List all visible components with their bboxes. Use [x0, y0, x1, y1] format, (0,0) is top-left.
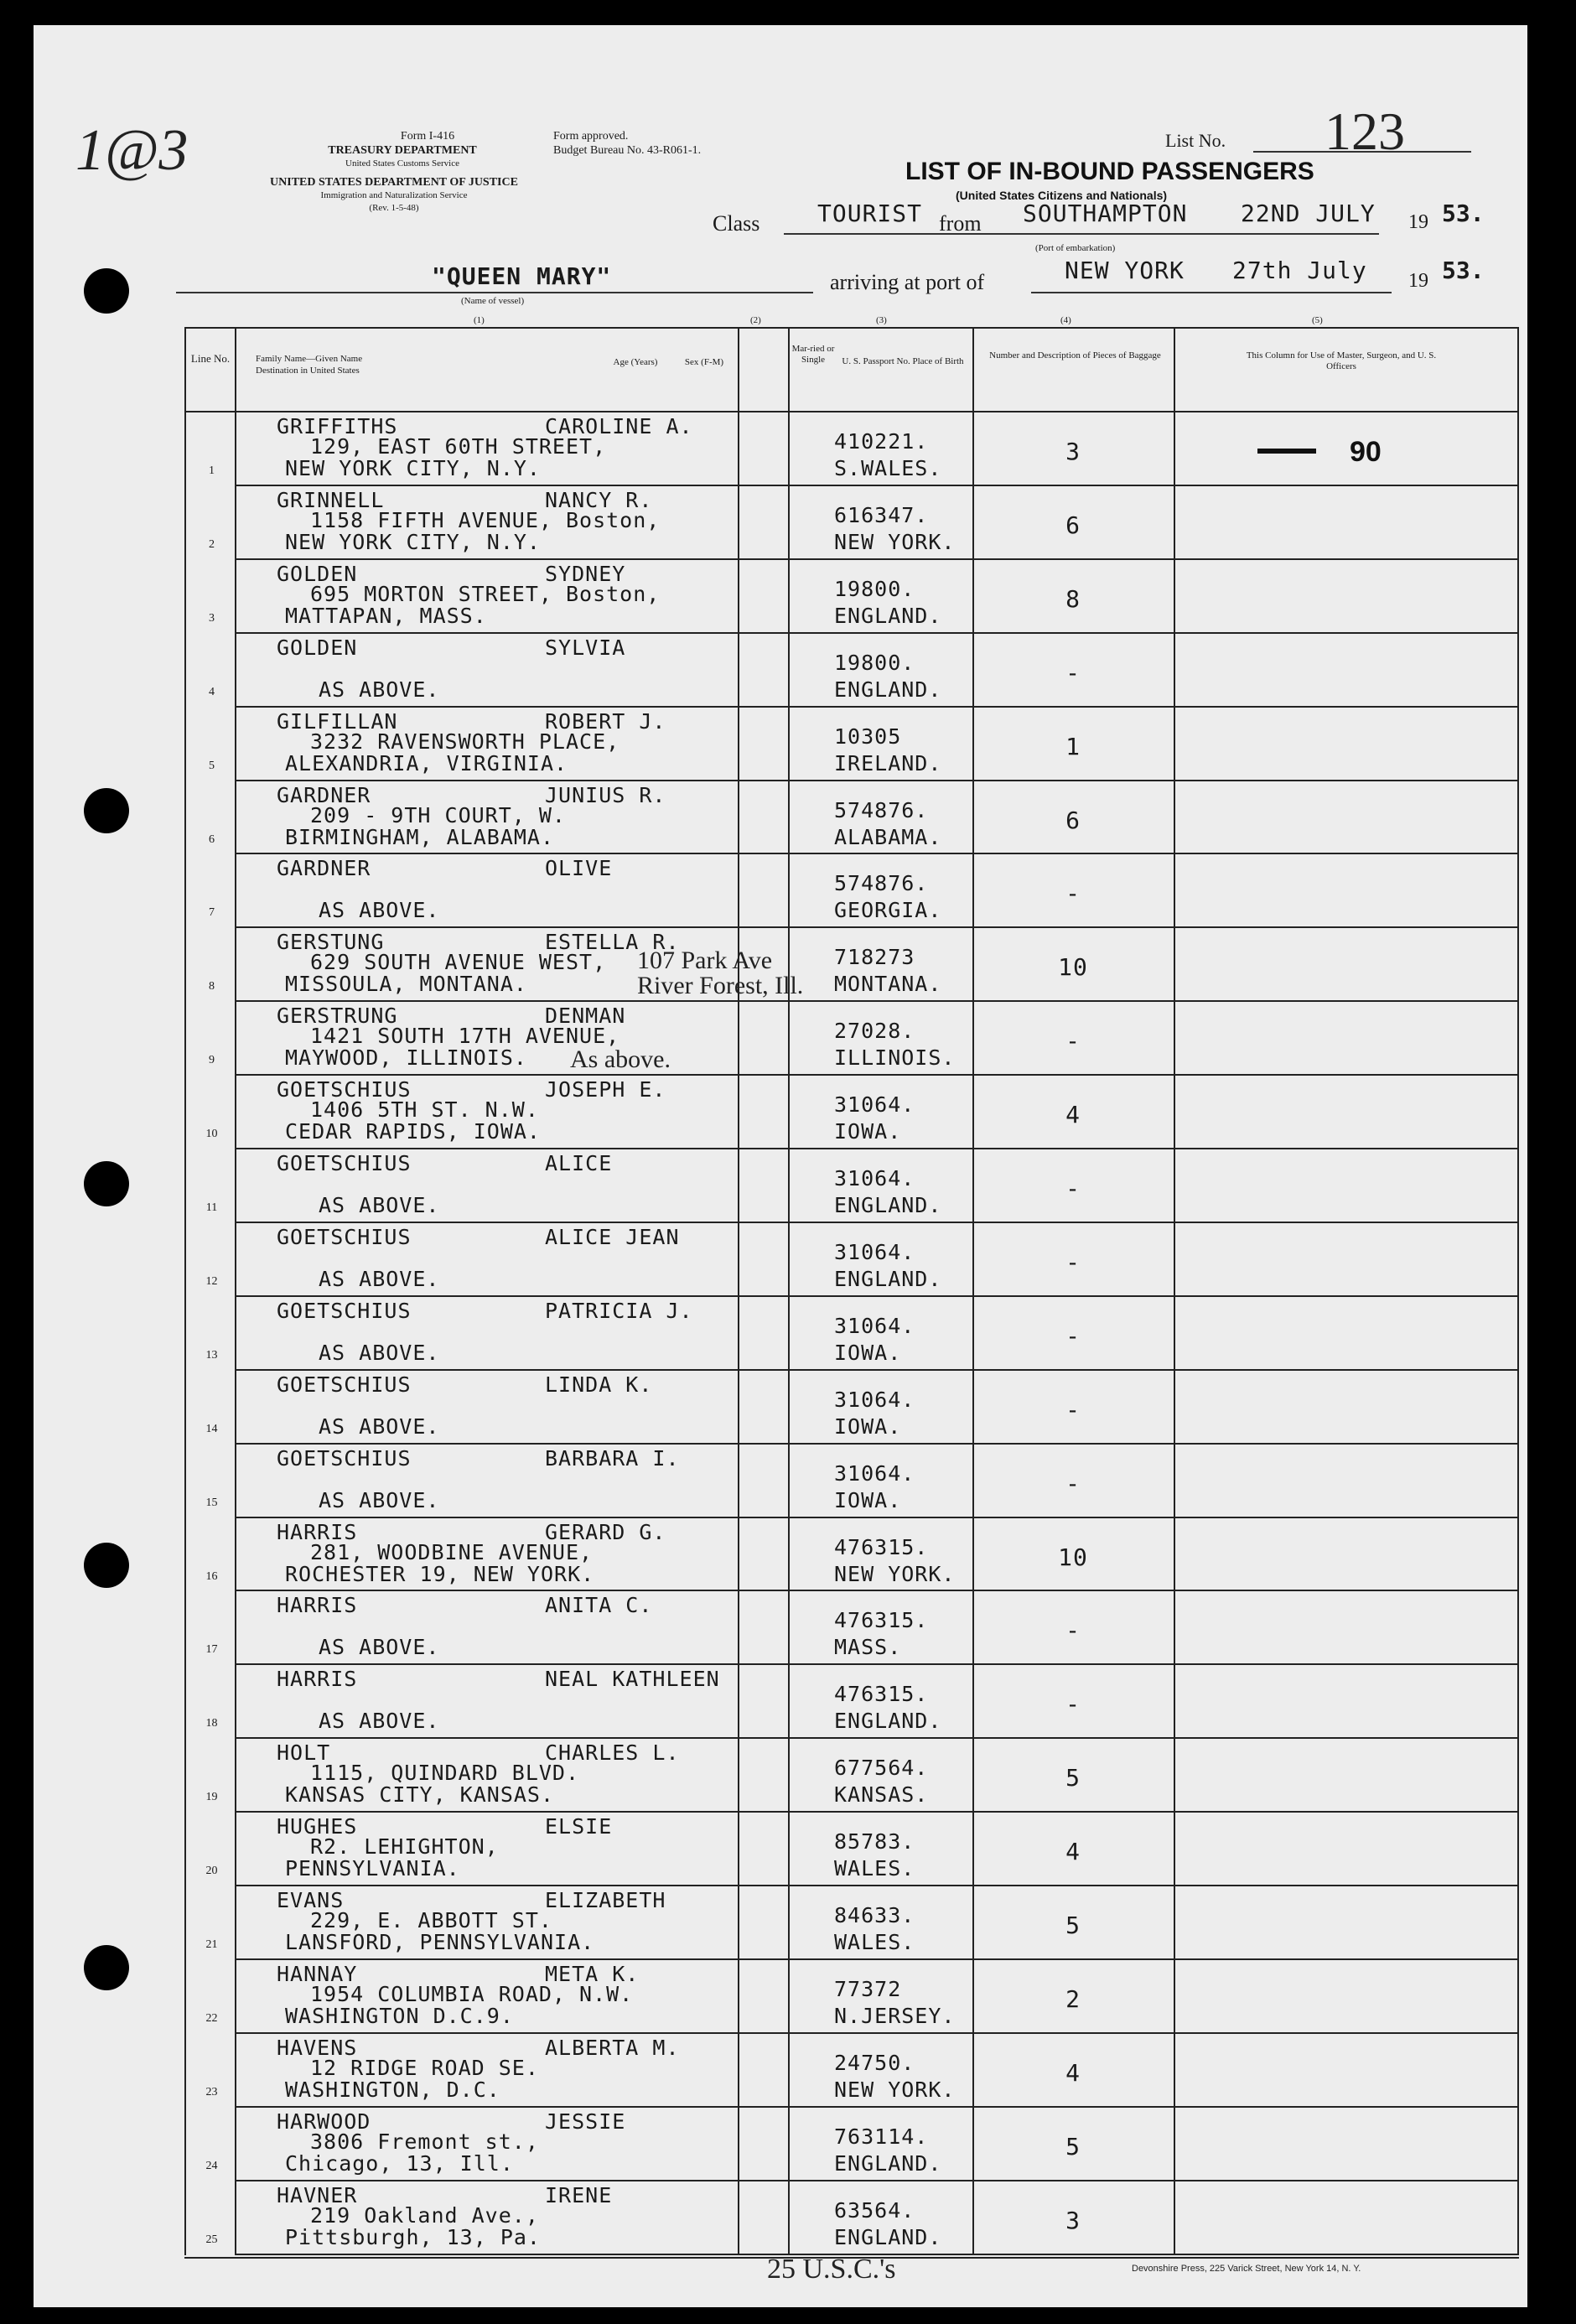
family-name: GRINNELL — [277, 487, 385, 512]
passport-number: 27028. — [834, 1019, 915, 1044]
passport-number: 77372 — [834, 1976, 902, 2001]
baggage-count: 2 — [1065, 1984, 1081, 2013]
row-divider — [235, 1811, 1517, 1813]
place-of-birth: MASS. — [834, 1635, 902, 1660]
line-number: 3 — [209, 611, 215, 625]
total-count-note: 25 U.S.C.'s — [767, 2254, 896, 2285]
header-line-no: Line No. — [190, 352, 231, 365]
baggage-count: - — [1065, 1395, 1081, 1424]
arriving-label: arriving at port of — [830, 270, 985, 294]
embark-year: 53. — [1442, 200, 1485, 227]
justice-dept: UNITED STATES DEPARTMENT OF JUSTICE — [270, 176, 518, 189]
place-of-birth: ENGLAND. — [834, 2150, 942, 2176]
given-name: ELIZABETH — [545, 1888, 666, 1912]
handwritten-address: 107 Park Ave — [637, 947, 773, 975]
col-num-2: (2) — [750, 315, 761, 325]
place-of-birth: KANSAS. — [834, 1782, 929, 1808]
vrule-married — [788, 327, 790, 2255]
passport-number: 31064. — [834, 1166, 915, 1191]
header-destination: Destination in United States — [256, 366, 360, 376]
address-line-2: BIRMINGHAM, ALABAMA. — [285, 824, 555, 849]
given-name: PATRICIA J. — [545, 1298, 693, 1323]
given-name: NEAL KATHLEEN — [545, 1667, 720, 1692]
address-line-2: AS ABOVE. — [319, 1487, 440, 1512]
family-name: HOLT — [277, 1740, 331, 1766]
line-number: 5 — [209, 759, 215, 772]
family-name: GOETSCHIUS — [277, 1151, 412, 1175]
given-name: IRENE — [545, 2182, 613, 2207]
address-line-2: MATTAPAN, MASS. — [285, 603, 487, 628]
baggage-count: - — [1065, 658, 1081, 687]
given-name: SYDNEY — [545, 561, 626, 586]
place-of-birth: NEW YORK. — [834, 529, 956, 554]
place-of-birth: ENGLAND. — [834, 1709, 942, 1734]
baggage-count: - — [1065, 1469, 1081, 1497]
place-of-birth: NEW YORK. — [834, 1561, 956, 1586]
family-name: GILFILLAN — [277, 708, 398, 734]
place-of-birth: GEORGIA. — [834, 898, 942, 923]
from-label: from — [939, 211, 982, 236]
treasury-dept: TREASURY DEPARTMENT — [328, 144, 477, 157]
given-name: ELSIE — [545, 1814, 613, 1839]
place-of-birth: S.WALES. — [834, 456, 942, 480]
family-name: HARRIS — [277, 1593, 358, 1618]
given-name: ALICE — [545, 1151, 613, 1175]
given-name: ESTELLA R. — [545, 930, 680, 955]
line-number: 22 — [205, 2011, 218, 2025]
given-name: SYLVIA — [545, 635, 626, 660]
row-divider — [235, 1148, 1517, 1149]
address-line-2: CEDAR RAPIDS, IOWA. — [285, 1119, 541, 1144]
baggage-count: 1 — [1065, 732, 1081, 760]
officer-mark — [1257, 449, 1316, 454]
place-of-birth: ILLINOIS. — [834, 1045, 956, 1071]
baggage-count: - — [1065, 1248, 1081, 1276]
row-divider — [235, 1885, 1517, 1886]
address-line-2: WASHINGTON, D.C. — [285, 2077, 500, 2102]
passport-number: 10305 — [834, 724, 902, 749]
place-of-birth: IOWA. — [834, 1119, 902, 1144]
family-name: HARRIS — [277, 1667, 358, 1692]
row-divider — [235, 1222, 1517, 1223]
place-of-birth: IOWA. — [834, 1414, 902, 1439]
given-name: ANITA C. — [545, 1593, 653, 1618]
address-line-2: AS ABOVE. — [319, 1709, 440, 1734]
line-number: 13 — [205, 1348, 218, 1362]
family-name: GRIFFITHS — [277, 414, 398, 438]
family-name: HANNAY — [277, 1961, 358, 1986]
given-name: CHARLES L. — [545, 1740, 680, 1766]
vessel-line — [176, 292, 813, 293]
address-line-2: Chicago, 13, Ill. — [285, 2150, 514, 2176]
passport-number: 31064. — [834, 1387, 915, 1412]
address-line-2: MISSOULA, MONTANA. — [285, 972, 527, 997]
passport-number: 476315. — [834, 1534, 929, 1559]
address-line-1: 129, EAST 60TH STREET, — [310, 434, 607, 459]
address-line-2: MAYWOOD, ILLINOIS. — [285, 1045, 527, 1071]
place-of-birth: WALES. — [834, 1930, 915, 1954]
line-number: 9 — [209, 1054, 215, 1067]
place-of-birth: IRELAND. — [834, 750, 942, 776]
arrival-year: 53. — [1442, 257, 1485, 284]
vessel-name: "QUEEN MARY" — [432, 262, 612, 290]
family-name: HAVENS — [277, 2035, 358, 2060]
row-divider — [235, 1000, 1517, 1002]
passport-number: 19800. — [834, 650, 915, 675]
passport-number: 31064. — [834, 1460, 915, 1486]
family-name: HAVNER — [277, 2182, 358, 2207]
line-number: 23 — [205, 2085, 218, 2098]
address-line-2: AS ABOVE. — [319, 1340, 440, 1365]
passport-number: 24750. — [834, 2050, 915, 2075]
baggage-count: 3 — [1065, 2206, 1081, 2234]
passport-number: 31064. — [834, 1313, 915, 1338]
given-name: LINDA K. — [545, 1372, 653, 1397]
printer-imprint: Devonshire Press, 225 Varick Street, New York 14, N. Y. — [1132, 2264, 1361, 2274]
place-of-birth: ENGLAND. — [834, 603, 942, 628]
punch-hole — [84, 1543, 129, 1588]
address-line-1: 1406 5TH ST. N.W. — [310, 1097, 539, 1123]
given-name: OLIVE — [545, 856, 613, 881]
passport-number: 410221. — [834, 429, 929, 454]
given-name: JESSIE — [545, 2109, 626, 2134]
family-name: GARDNER — [277, 856, 371, 881]
port-embark-caption: (Port of embarkation) — [1035, 243, 1116, 253]
passport-number: 84633. — [834, 1903, 915, 1927]
row-divider — [235, 926, 1517, 928]
address-line-2: LANSFORD, PENNSYLVANIA. — [285, 1930, 595, 1954]
given-name: ALICE JEAN — [545, 1224, 680, 1249]
address-line-2: PENNSYLVANIA. — [285, 1856, 460, 1881]
embarkation-date: 22ND JULY — [1241, 200, 1376, 227]
address-line-1: 281, WOODBINE AVENUE, — [310, 1539, 594, 1564]
arrival-year-prefix: 19 — [1408, 270, 1428, 292]
given-name: META K. — [545, 1961, 640, 1986]
place-of-birth: WALES. — [834, 1856, 915, 1881]
line-number: 10 — [205, 1128, 218, 1141]
address-line-2: AS ABOVE. — [319, 1635, 440, 1660]
passport-number: 31064. — [834, 1239, 915, 1264]
passport-number: 718273 — [834, 945, 915, 970]
row-divider — [235, 485, 1517, 486]
form-number: Form I-416 — [400, 130, 455, 143]
handwritten-address-2: As above. — [570, 1045, 671, 1074]
address-line-2: AS ABOVE. — [319, 1266, 440, 1291]
family-name: GOLDEN — [277, 635, 358, 660]
passport-number: 476315. — [834, 1608, 929, 1633]
list-no-value: 123 — [1325, 101, 1405, 161]
address-line-1: 695 MORTON STREET, Boston, — [310, 581, 661, 606]
budget-bureau: Budget Bureau No. 43-R061-1. — [553, 144, 702, 157]
line-number: 4 — [209, 685, 215, 698]
line-number: 7 — [209, 906, 215, 920]
address-line-1: 12 RIDGE ROAD SE. — [310, 2055, 539, 2080]
class-label: Class — [713, 211, 760, 236]
family-name: GOETSCHIUS — [277, 1077, 412, 1102]
family-name: GOETSCHIUS — [277, 1224, 412, 1249]
form-revision: (Rev. 1-5-48) — [369, 203, 419, 213]
margin-handwritten-number: 1@3 — [75, 118, 189, 183]
given-name: ALBERTA M. — [545, 2035, 680, 2060]
header-baggage: Number and Description of Pieces of Baggage — [989, 350, 1161, 361]
line-number: 6 — [209, 833, 215, 846]
passport-number: 677564. — [834, 1756, 929, 1781]
baggage-count: 6 — [1065, 511, 1081, 539]
address-line-2: AS ABOVE. — [319, 898, 440, 923]
punch-hole — [84, 788, 129, 833]
family-name: GOETSCHIUS — [277, 1298, 412, 1323]
line-number: 14 — [205, 1422, 218, 1435]
row-divider — [235, 2032, 1517, 2034]
handwritten-address-2: River Forest, Ill. — [637, 972, 804, 1000]
address-line-2: AS ABOVE. — [319, 1193, 440, 1217]
baggage-count: 4 — [1065, 1838, 1081, 1866]
given-name: BARBARA I. — [545, 1445, 680, 1471]
table-header-rule — [184, 411, 1519, 412]
row-divider — [235, 706, 1517, 708]
header-officers: This Column for Use of Master, Surgeon, and U. S. Officers — [1246, 350, 1437, 371]
vrule-left — [184, 327, 186, 2255]
address-line-1: 3232 RAVENSWORTH PLACE, — [310, 729, 620, 754]
baggage-count: - — [1065, 1616, 1081, 1645]
family-name: HARWOOD — [277, 2109, 371, 2134]
line-number: 18 — [205, 1717, 218, 1730]
row-divider — [235, 1590, 1517, 1591]
passport-number: 85783. — [834, 1829, 915, 1855]
address-line-2: ALEXANDRIA, VIRGINIA. — [285, 750, 568, 776]
place-of-birth: ENGLAND. — [834, 677, 942, 702]
given-name: NANCY R. — [545, 487, 653, 512]
line-number: 21 — [205, 1938, 218, 1951]
passport-number: 616347. — [834, 502, 929, 527]
baggage-count: - — [1065, 1175, 1081, 1202]
header-married: Mar-ried or Single — [791, 344, 835, 365]
place-of-birth: ENGLAND. — [834, 2224, 942, 2249]
punch-hole — [84, 1161, 129, 1206]
address-line-1: 219 Oakland Ave., — [310, 2202, 539, 2228]
class-line — [784, 233, 1379, 235]
line-number: 11 — [205, 1201, 218, 1214]
family-name: HARRIS — [277, 1519, 358, 1544]
given-name: ROBERT J. — [545, 708, 666, 734]
address-line-1: 1115, QUINDARD BLVD. — [310, 1761, 580, 1786]
address-line-2: NEW YORK CITY, N.Y. — [285, 456, 541, 480]
line-number: 1 — [209, 464, 215, 477]
line-number: 25 — [205, 2233, 218, 2246]
arrival-port: NEW YORK — [1065, 257, 1185, 284]
address-line-2: ROCHESTER 19, NEW YORK. — [285, 1561, 595, 1586]
baggage-count: 5 — [1065, 1912, 1081, 1939]
header-sex: Sex (F-M) — [684, 357, 724, 367]
address-line-1: 209 - 9TH COURT, W. — [310, 802, 566, 827]
line-number: 15 — [205, 1496, 218, 1509]
baggage-count: - — [1065, 1690, 1081, 1719]
arrival-line — [1031, 292, 1392, 293]
given-name: JUNIUS R. — [545, 782, 666, 807]
row-divider — [235, 853, 1517, 854]
vrule-name — [738, 327, 739, 2255]
row-divider — [235, 780, 1517, 781]
baggage-count: 10 — [1058, 953, 1088, 982]
address-line-2: Pittsburgh, 13, Pa. — [285, 2224, 541, 2249]
line-number: 8 — [209, 980, 215, 993]
address-line-1: 1421 SOUTH 17TH AVENUE, — [310, 1024, 620, 1049]
address-line-1: 3806 Fremont st., — [310, 2129, 539, 2154]
family-name: EVANS — [277, 1888, 345, 1912]
line-number: 2 — [209, 537, 215, 551]
given-name: JOSEPH E. — [545, 1077, 666, 1102]
row-divider — [235, 2180, 1517, 2181]
row-divider — [235, 1443, 1517, 1445]
line-number: 20 — [205, 1865, 218, 1878]
place-of-birth: IOWA. — [834, 1340, 902, 1365]
row-divider — [235, 1074, 1517, 1076]
place-of-birth: ENGLAND. — [834, 1266, 942, 1291]
baggage-count: 5 — [1065, 2132, 1081, 2161]
line-number: 12 — [205, 1274, 218, 1288]
baggage-count: - — [1065, 1321, 1081, 1350]
baggage-count: 8 — [1065, 584, 1081, 613]
col-num-3: (3) — [876, 315, 887, 325]
embark-year-prefix: 19 — [1408, 211, 1428, 233]
passport-number: 763114. — [834, 2124, 929, 2149]
family-name: GOLDEN — [277, 561, 358, 586]
baggage-count: 6 — [1065, 806, 1081, 834]
baggage-count: 4 — [1065, 1101, 1081, 1129]
baggage-count: 5 — [1065, 1764, 1081, 1792]
baggage-count: - — [1065, 879, 1081, 908]
address-line-2: KANSAS CITY, KANSAS. — [285, 1782, 555, 1808]
passport-number: 574876. — [834, 871, 929, 896]
baggage-count: 10 — [1058, 1543, 1088, 1571]
baggage-count: - — [1065, 1027, 1081, 1056]
given-name: DENMAN — [545, 1004, 626, 1029]
passport-number: 63564. — [834, 2197, 915, 2223]
address-line-1: 1954 COLUMBIA ROAD, N.W. — [310, 1981, 634, 2006]
given-name: CAROLINE A. — [545, 414, 693, 438]
passport-number: 574876. — [834, 797, 929, 822]
address-line-1: 229, E. ABBOTT ST. — [310, 1908, 552, 1932]
given-name: GERARD G. — [545, 1519, 666, 1544]
vrule-baggage — [1174, 327, 1175, 2255]
customs-service: United States Customs Service — [345, 158, 459, 169]
passport-number: 19800. — [834, 576, 915, 601]
family-name: HUGHES — [277, 1814, 358, 1839]
class-value: TOURIST — [817, 200, 923, 227]
vessel-caption: (Name of vessel) — [461, 296, 525, 306]
col-num-4: (4) — [1060, 315, 1071, 325]
row-divider — [235, 558, 1517, 560]
officer-note: 90 — [1350, 436, 1382, 468]
row-divider — [235, 1958, 1517, 1960]
port-of-embarkation: SOUTHAMPTON — [1023, 200, 1188, 227]
place-of-birth: N.JERSEY. — [834, 2003, 956, 2028]
family-name: GOETSCHIUS — [277, 1372, 412, 1397]
line-number: 19 — [205, 1791, 218, 1804]
vrule-line-no — [235, 327, 236, 2255]
vrule-right — [1517, 327, 1519, 2255]
vrule-passport — [972, 327, 974, 2255]
row-divider — [235, 1369, 1517, 1371]
passport-number: 476315. — [834, 1682, 929, 1707]
family-name: GOETSCHIUS — [277, 1445, 412, 1471]
document-title: LIST OF IN-BOUND PASSENGERS — [905, 158, 1314, 185]
place-of-birth: MONTANA. — [834, 972, 942, 997]
form-approved: Form approved. — [553, 130, 629, 143]
punch-hole — [84, 1945, 129, 1990]
row-divider — [235, 1517, 1517, 1518]
address-line-1: 629 SOUTH AVENUE WEST, — [310, 950, 607, 975]
arrival-date: 27th July — [1232, 257, 1367, 284]
row-divider — [235, 1295, 1517, 1297]
col-num-1: (1) — [474, 315, 485, 325]
family-name: GERSTRUNG — [277, 1004, 398, 1029]
address-line-1: 1158 FIFTH AVENUE, Boston, — [310, 507, 661, 532]
line-number: 16 — [205, 1569, 218, 1583]
row-divider — [235, 1663, 1517, 1665]
row-divider — [235, 632, 1517, 634]
list-no-label: List No. — [1165, 130, 1226, 151]
family-name: GARDNER — [277, 782, 371, 807]
header-family-name: Family Name—Given Name — [256, 354, 363, 364]
place-of-birth: ALABAMA. — [834, 824, 942, 849]
line-number: 24 — [205, 2159, 218, 2172]
baggage-count: 4 — [1065, 2058, 1081, 2087]
address-line-2: AS ABOVE. — [319, 1414, 440, 1439]
row-divider — [235, 2106, 1517, 2108]
address-line-2: WASHINGTON D.C.9. — [285, 2003, 514, 2028]
row-divider — [235, 1737, 1517, 1739]
passport-number: 31064. — [834, 1092, 915, 1118]
header-age: Age (Years) — [613, 357, 658, 367]
address-line-2: NEW YORK CITY, N.Y. — [285, 529, 541, 554]
ins-service: Immigration and Naturalization Service — [320, 190, 468, 200]
header-passport: U. S. Passport No. Place of Birth — [842, 356, 964, 366]
punch-hole — [84, 268, 129, 314]
address-line-1: R2. LEHIGHTON, — [310, 1834, 499, 1860]
document-subtitle: (United States Citizens and Nationals) — [956, 189, 1168, 202]
document-page — [34, 25, 1527, 2307]
place-of-birth: NEW YORK. — [834, 2077, 956, 2102]
family-name: GERSTUNG — [277, 930, 385, 955]
line-number: 17 — [205, 1643, 218, 1657]
place-of-birth: IOWA. — [834, 1487, 902, 1512]
baggage-count: 3 — [1065, 438, 1081, 465]
address-line-2: AS ABOVE. — [319, 677, 440, 702]
col-num-5: (5) — [1312, 315, 1323, 325]
place-of-birth: ENGLAND. — [834, 1193, 942, 1217]
